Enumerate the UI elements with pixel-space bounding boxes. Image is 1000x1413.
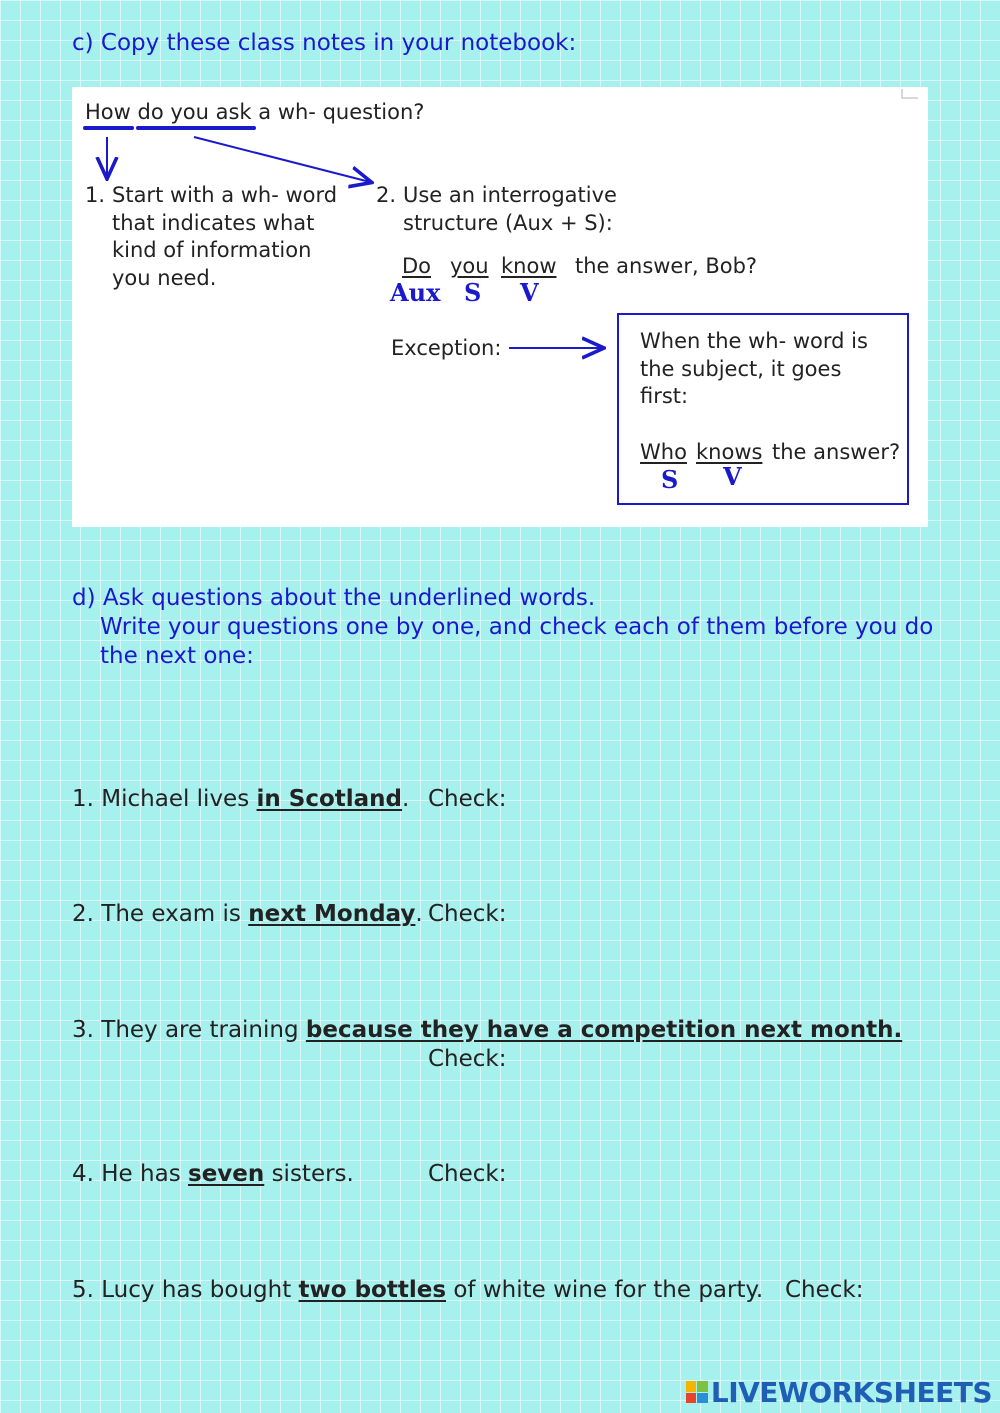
question-text-after: sisters. xyxy=(264,1161,354,1187)
question-text-before: Michael lives xyxy=(101,786,257,812)
check-label-3: Check: xyxy=(428,1046,507,1072)
label-s: S xyxy=(464,278,482,307)
question-focus-underlined: two bottles xyxy=(298,1277,447,1303)
example-rest: the answer, Bob? xyxy=(575,254,758,278)
question-number: 1. xyxy=(72,786,94,812)
notes-question xyxy=(85,98,424,126)
label-aux: Aux xyxy=(390,278,441,307)
exception-line: the subject, it goes xyxy=(640,357,842,381)
liveworksheets-logo-text: LIVEWORKSHEETS xyxy=(710,1375,992,1409)
liveworksheets-logo-icon xyxy=(686,1381,708,1403)
label-v: V xyxy=(520,278,539,307)
question-number: 5. xyxy=(72,1277,94,1303)
question-focus-underlined: because they have a competition next month. xyxy=(305,1017,903,1043)
exception-line: first: xyxy=(640,384,689,408)
section-c-heading: c) Copy these class notes in your notebook: xyxy=(72,30,577,56)
exception-line: When the wh- word is xyxy=(640,329,868,353)
example-word-subject: you xyxy=(450,254,489,278)
step1-line: you need. xyxy=(112,266,217,290)
section-d-heading: d) Ask questions about the underlined words. xyxy=(72,585,596,611)
section-d-instruction: Write your questions one by one, and check each of them before you do xyxy=(100,614,934,640)
step1-number: 1. xyxy=(85,183,106,207)
question-item-3 xyxy=(72,1017,902,1043)
exception-word-who: Who xyxy=(640,440,687,464)
corner-mark xyxy=(902,89,918,98)
question-text-after: . xyxy=(415,901,423,927)
step2-line: structure (Aux + S): xyxy=(403,211,613,235)
question-number: 2. xyxy=(72,901,94,927)
check-label-4: Check: xyxy=(428,1161,507,1187)
exception-label-s: S xyxy=(661,465,679,494)
section-d-instruction: the next one: xyxy=(100,643,254,669)
notes-question-how-do: How do xyxy=(85,100,164,124)
exception-label: Exception: xyxy=(391,336,502,360)
question-number: 4. xyxy=(72,1161,94,1187)
question-text-before: He has xyxy=(101,1161,188,1187)
question-item-1 xyxy=(72,786,409,812)
step1-line: Start with a wh- word xyxy=(112,183,338,207)
question-text-after: of white wine for the party. xyxy=(446,1277,764,1303)
exception-label-v: V xyxy=(723,462,742,491)
question-item-5 xyxy=(72,1277,763,1303)
step2-line: Use an interrogative xyxy=(403,183,617,207)
exception-example-rest: the answer? xyxy=(772,440,901,464)
question-number: 3. xyxy=(72,1017,94,1043)
question-focus-underlined: seven xyxy=(188,1161,265,1187)
check-label-2: Check: xyxy=(428,901,507,927)
check-label-5: Check: xyxy=(785,1277,864,1303)
step1-line: kind of information xyxy=(112,238,312,262)
arrow-to-step2-icon xyxy=(194,137,370,182)
question-focus-underlined: in Scotland xyxy=(256,786,403,812)
question-text-before: They are training xyxy=(101,1017,306,1043)
check-label-1: Check: xyxy=(428,786,507,812)
notes-question-rest: a wh- question? xyxy=(258,100,425,124)
question-focus-underlined: next Monday xyxy=(248,901,416,927)
question-item-2 xyxy=(72,901,423,927)
question-text-before: The exam is xyxy=(101,901,249,927)
question-item-4 xyxy=(72,1161,354,1187)
liveworksheets-logo xyxy=(686,1375,992,1409)
question-text-before: Lucy has bought xyxy=(101,1277,299,1303)
step2-number: 2. xyxy=(376,183,397,207)
exception-word-knows: knows xyxy=(696,440,763,464)
notes-question-you-ask: you ask xyxy=(170,100,252,124)
example-word-verb: know xyxy=(501,254,557,278)
example-word-aux: Do xyxy=(402,254,432,278)
step1-line: that indicates what xyxy=(112,211,315,235)
class-notes-panel xyxy=(72,87,928,527)
question-text-after: . xyxy=(402,786,410,812)
